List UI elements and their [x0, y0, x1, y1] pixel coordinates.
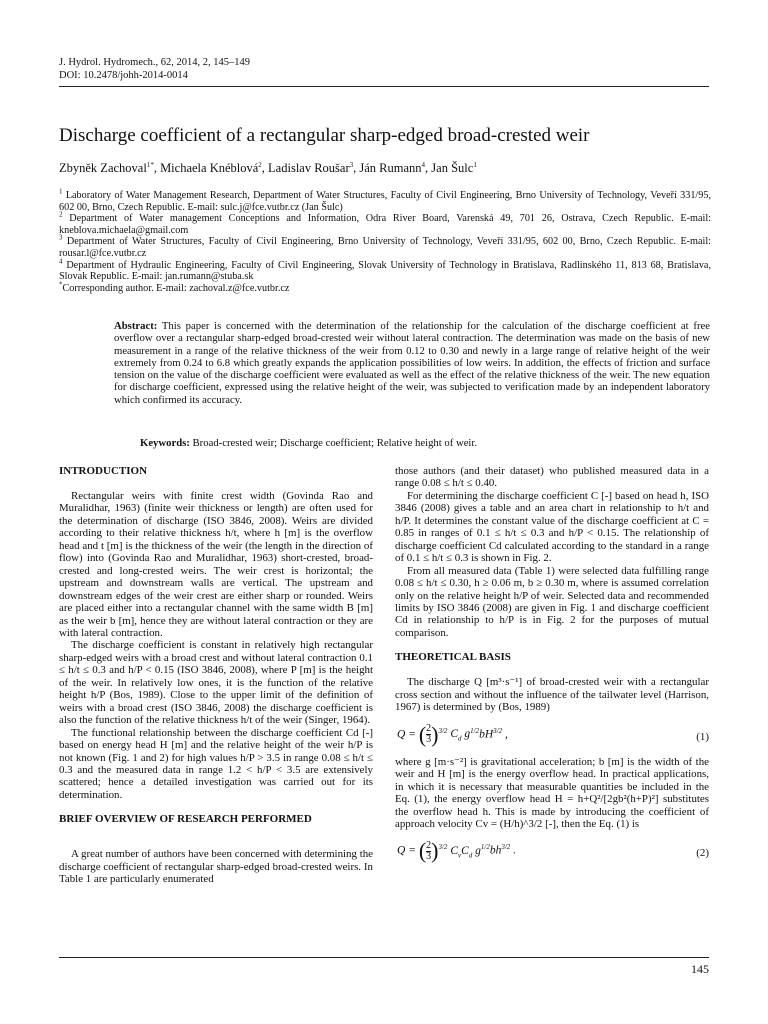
author: Ladislav Roušar$^3$,	[268, 160, 360, 175]
paragraph: For determining the discharge coefficient C [-] based on head h, ISO 3846 (2008) gives a table and an area chart in relationship to h/t and h/P. It determines the constant value of the discharge coefficient at C = 0.85 in ranges of 0.1 ≤ h/t ≤ 0.3 and h/P < 0.15. The relationship of discharge coefficient Cd calculated according to the standard in a range of 0.1 ≤ h/t ≤ 0.3 is shown in Fig. 2.	[395, 489, 709, 565]
abstract-label: Abstract:	[114, 320, 158, 332]
author: Zbyněk Zachoval$^{1*}$,	[59, 160, 161, 175]
abstract	[114, 320, 710, 406]
paragraph: those authors (and their dataset) who published measured data in a range 0.08 ≤ h/t ≤ 0.40.	[395, 465, 709, 490]
paragraph: The functional relationship between the discharge coefficient Cd [-] based on energy head H [m] and the relative height of the weir h/P is not known (Fig. 1 and 2) for high values h/P > 3.5 in range 0.08 ≤ h/t ≤ 0.3 and the measured data in range 1.2 < h/P < 3.5 are extensively scattered; hence a detailed investigation was carried out for its determination.	[59, 726, 373, 801]
keywords-text: Broad-crested weir; Discharge coefficient; Relative height of weir.	[189, 437, 478, 449]
paragraph: where g [m·s⁻²] is gravitational acceleration; b [m] is the width of the weir and H [m] is the energy overflow head. In practical applications, in which it is necessary that measurable quantities be included in the Eq. (1), the energy overflow head H = h+Q²/[2gb²(h+P)²] substitutes the overflow head h. This is made by introducing the coefficient of approach velocity Cv = (H/h)^3/2 [-], then the Eq. (1) is	[395, 755, 709, 830]
keywords	[140, 437, 477, 450]
author-list	[59, 160, 477, 176]
paragraph: Rectangular weirs with finite crest width (Govinda Rao and Muralidhar, 1963) (finite weir thickness or length) are often used for the determination of discharge (ISO 3846, 2008). Weirs are divided according to their relative thickness h/t, where h [m] is the overflow head and t [m] is the thickness of the weir (the length in the direction of flow) into (Govinda Rao and Muralidhar, 1963) short-crested, broad-crested and long-crested weirs. The weir crest is horizontal; the upstream and downstream walls are vertical. The upstream and downstream edges of the weir crest are either sharp or rounded. Weirs are placed either into a rectangular channel with the same width B [m] as the weir b [m], hence they are without lateral contraction or they are with lateral contraction.	[59, 490, 373, 639]
section-heading-brief-overview: BRIEF OVERVIEW OF RESEARCH PERFORMED	[59, 813, 312, 826]
journal-citation: J. Hydrol. Hydromech., 62, 2014, 2, 145–149	[59, 57, 251, 68]
equation-number: (2)	[696, 847, 709, 860]
author: Michaela Knéblová$^2$,	[160, 160, 269, 175]
equation-2: Q = ( $\frac{2}{3}$ )$^{3/2}$ $C_vC_d$ $g^{1/2}bh^{3/2}$ . (2)	[397, 838, 709, 864]
page-number: 145	[691, 962, 709, 976]
paragraph: A great number of authors have been concerned with determining the discharge coefficient of rectangular sharp-edged broad-crested weirs. In Table 1 are particularly enumerated	[59, 848, 373, 886]
paper-title: Discharge coefficient of a rectangular sharp-edged broad-crested weir	[59, 125, 590, 146]
journal-doi: DOI: 10.2478/johh-2014-0014	[59, 70, 188, 81]
affiliation: $^2$ Department of Water management Conceptions and Information, Odra River Board, Varenská 49, 701 26, Ostrava, Czech Republic. E-mail: kneblova.michaela@gmail.com	[59, 210, 711, 236]
section-heading-introduction: INTRODUCTION	[59, 465, 148, 477]
author: Ján Rumann$^4$,	[359, 160, 432, 175]
affiliation: $^1$ Laboratory of Water Management Research, Department of Water Structures, Faculty of Civil Engineering, Brno University of Technology, Veveří 331/95, 602 00, Brno, Czech Republic. E-mail: sulc.j@fce.vutbr.cz (Jan Šulc)	[59, 187, 711, 213]
affiliation: $^4$ Department of Hydraulic Engineering, Faculty of Civil Engineering, Slovak University of Technology in Bratislava, Radlinského 11, 813 68, Bratislava, Slovak Republic. E-mail: jan.rumann@stuba.sk	[59, 257, 711, 283]
footer-rule	[59, 957, 709, 958]
paragraph: From all measured data (Table 1) were selected data fulfilling range 0.08 ≤ h/t ≤ 0.30, h ≥ 0.06 m, b ≥ 0.30 m, where is assumed correlation only on the relative height h/P of weir. Selected data and recommended limits by ISO 3846 (2008) are given in Fig. 1 and discharge coefficient Cd in relationship to h/P is in Fig. 2 for the purposes of mutual comparison.	[395, 564, 709, 639]
affiliations	[59, 187, 711, 294]
equation-number: (1)	[696, 730, 709, 743]
paragraph: The discharge coefficient is constant in relatively high rectangular sharp-edged weirs with a broad crest and without lateral contraction 0.1 ≤ h/t ≤ 0.3 and h/P < 0.15 (ISO 3846, 2008), where P [m] is the height of the weir. In relatively low ones, it is the function of the relative height h/P (Bos, 1989). Close to the upper limit of the definition of weirs with a broad crest (ISO 3846, 2008) the discharge coefficient is also the function of the relative thickness h/t of the weir (Singer, 1964).	[59, 639, 373, 727]
affiliation: $^3$ Department of Water Structures, Faculty of Civil Engineering, Brno University of Technology, Veveří 331/95, 602 00, Brno, Czech Republic. E-mail: rousar.l@fce.vutbr.cz	[59, 233, 711, 259]
right-column	[395, 465, 709, 872]
journal-header	[59, 56, 250, 82]
paragraph: The discharge Q [m³·s⁻¹] of broad-crested weir with a rectangular cross section and without the influence of the tailwater level (Harrison, 1967) is determined by (Bos, 1989)	[395, 676, 709, 714]
left-column	[59, 465, 373, 886]
author: Jan Šulc$^1$	[431, 160, 477, 175]
abstract-text: This paper is concerned with the determination of the relationship for the calculation of the discharge coefficient at free overflow over a rectangular sharp-edged broad-crested weir without lateral contraction. The determination was made on the basis of new measurement in a range of the relative thickness of the weir from 0.12 to 0.30 and newly in a large range of relative height of the weir extremely from 0.24 to 6.8 which greatly expands the application possibilities of low weirs. In addition, the effects of friction and surface tension on the value of the discharge coefficient were evaluated as well as the effect of the relative thickness of the weir. The new equation for discharge coefficient, expressed using the relative height of the weir, was subjected to verification made by an independent laboratory which confirmed its accuracy.	[114, 320, 710, 406]
equation-1: Q = ( $\frac{2}{3}$ )$^{3/2}$ $C_d$ $g^{1/2}bH^{3/2}$ , (1)	[397, 721, 709, 747]
affiliation: *Corresponding author. E-mail: zachoval.z@fce.vutbr.cz	[59, 280, 290, 294]
keywords-label: Keywords:	[140, 437, 190, 449]
section-heading-theoretical-basis: THEORETICAL BASIS	[395, 651, 511, 664]
header-rule	[59, 86, 709, 87]
